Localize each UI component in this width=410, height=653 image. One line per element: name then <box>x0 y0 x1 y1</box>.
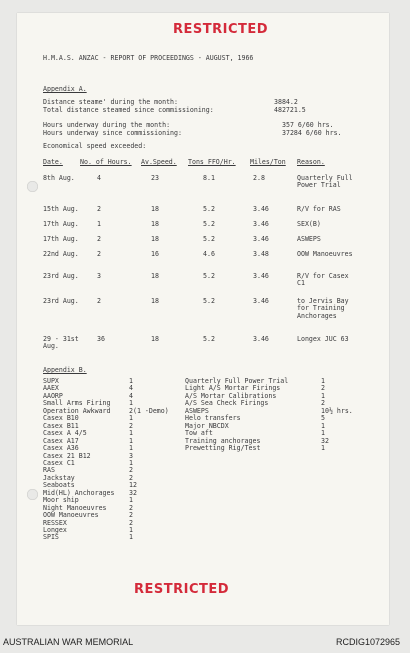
appendix-b-item-label: RESSEX <box>43 518 67 527</box>
table-header: Tons FFO/Hr. <box>188 158 236 166</box>
appendix-b-item-value: 1 <box>321 391 325 400</box>
appendix-b-heading: Appendix B. <box>43 366 87 374</box>
footer-source: AUSTRALIAN WAR MEMORIAL <box>3 637 134 647</box>
appendix-b-item-value: 12 <box>129 481 137 490</box>
appendix-b-item-value: 32 <box>129 488 137 497</box>
table-cell-tons: 5.2 <box>203 205 215 213</box>
appendix-b-item-label: Seaboats <box>43 481 75 490</box>
distance-label: Distance steame' during the month: <box>43 98 178 106</box>
appendix-b-item-value: 1 <box>129 436 133 445</box>
table-cell-reason: R/V for Casex C1 <box>297 272 349 288</box>
appendix-b-item-value: 3 <box>129 451 133 460</box>
table-cell-hours: 4 <box>97 174 101 182</box>
appendix-b-item-label: Training anchorages <box>185 436 261 445</box>
hours-label: Hours underway during the month: <box>43 121 171 129</box>
table-cell-hours: 2 <box>97 297 101 305</box>
table-cell-speed: 23 <box>151 174 159 182</box>
appendix-b-item-value: 1 <box>129 377 133 385</box>
appendix-b-item-value: 2 <box>129 518 133 527</box>
appendix-b-item-value: 2(1 -Demo) <box>129 406 169 415</box>
table-cell-hours: 2 <box>97 235 101 243</box>
appendix-b-item-label: Prewetting Rig/Test <box>185 444 261 453</box>
appendix-b-item-value: 2 <box>321 399 325 408</box>
table-cell-date: 17th Aug. <box>43 235 79 243</box>
table-cell-reason: Quarterly Full Power Trial <box>297 174 353 190</box>
distance-label: Total distance steamed since commissioning: <box>43 105 214 114</box>
punch-hole <box>27 489 38 500</box>
appendix-b-item-value: 2 <box>129 473 133 482</box>
appendix-b-item-label: Longex <box>43 526 67 534</box>
appendix-b-item-label: OOW Manoeuvres <box>43 511 99 520</box>
appendix-b-item-label: A/S Sea Check Firings <box>185 399 269 408</box>
appendix-b-item-value: 1 <box>321 421 325 430</box>
distance-value: 482721.5 <box>274 105 306 114</box>
table-cell-tons: 4.6 <box>203 250 215 258</box>
appendix-b-item-value: 10½ hrs. <box>321 406 353 415</box>
appendix-b-item-label: Light A/S Mortar Firings <box>185 384 281 393</box>
economical-note: Economical speed exceeded: <box>43 142 147 150</box>
appendix-b-item-label: Mid(HL) Anchorages <box>43 488 115 497</box>
appendix-b-item-label: Casex 21 B12 <box>43 451 91 460</box>
table-header: Date. <box>43 158 63 166</box>
appendix-b-item-label: RAS <box>43 466 55 475</box>
appendix-b-item-value: 1 <box>129 444 133 453</box>
table-cell-miles: 3.46 <box>253 272 269 280</box>
appendix-b-item-label: Small Arms Firing <box>43 399 111 408</box>
appendix-b-item-label: SUPX <box>43 377 59 385</box>
appendix-b-item-label: ASWEPS <box>185 406 209 415</box>
table-header: No. of Hours. <box>80 158 132 166</box>
table-cell-speed: 16 <box>151 250 159 258</box>
appendix-b-item-label: Jackstay <box>43 473 75 482</box>
table-cell-tons: 5.2 <box>203 220 215 228</box>
table-cell-speed: 18 <box>151 335 159 343</box>
hours-value: 357 6/60 hrs. <box>282 121 334 129</box>
table-cell-miles: 2.8 <box>253 174 265 182</box>
table-cell-hours: 1 <box>97 220 101 228</box>
appendix-b-item-value: 4 <box>129 384 133 393</box>
table-cell-hours: 36 <box>97 335 105 343</box>
appendix-b-item-value: 2 <box>321 384 325 393</box>
appendix-b-item-label: A/S Mortar Calibrations <box>185 391 277 400</box>
appendix-b-item-label: Quarterly Full Power Trial <box>185 377 289 385</box>
appendix-b-item-value: 2 <box>129 503 133 512</box>
table-cell-tons: 5.2 <box>203 235 215 243</box>
table-cell-tons: 5.2 <box>203 335 215 343</box>
footer-id: RCDIG1072965 <box>336 637 401 647</box>
restricted-stamp-bottom: RESTRICTED <box>134 582 230 597</box>
appendix-b-item-label: Casex A36 <box>43 444 79 453</box>
table-header: Reason. <box>297 158 325 166</box>
appendix-b-item-label: Operation Awkward <box>43 406 111 415</box>
table-cell-speed: 18 <box>151 297 159 305</box>
appendix-a-heading: Appendix A. <box>43 85 87 93</box>
appendix-b-item-value: 1 <box>129 399 133 408</box>
appendix-b-item-label: SPIS <box>43 533 59 542</box>
table-cell-hours: 2 <box>97 250 101 258</box>
appendix-b-item-label: AAORP <box>43 391 63 400</box>
table-cell-tons: 5.2 <box>203 272 215 280</box>
appendix-b-item-label: Tow aft <box>185 429 213 438</box>
table-cell-speed: 18 <box>151 272 159 280</box>
table-cell-speed: 18 <box>151 235 159 243</box>
appendix-b-item-label: Helo transfers <box>185 414 241 423</box>
table-cell-date: 23rd Aug. <box>43 272 79 280</box>
table-cell-date: 17th Aug. <box>43 220 79 228</box>
table-cell-miles: 3.46 <box>253 335 269 343</box>
table-cell-reason: Longex JUC 63 <box>297 335 349 343</box>
table-cell-miles: 3.46 <box>253 297 269 305</box>
table-cell-date: 29 - 31st Aug. <box>43 335 79 351</box>
appendix-b-item-value: 1 <box>129 496 133 505</box>
appendix-b-item-value: 1 <box>321 377 325 385</box>
hours-value: 37284 6/60 hrs. <box>282 128 342 137</box>
table-cell-miles: 3.48 <box>253 250 269 258</box>
appendix-b-item-value: 1 <box>129 526 133 534</box>
table-cell-tons: 8.1 <box>203 174 215 182</box>
table-cell-hours: 2 <box>97 205 101 213</box>
table-cell-speed: 18 <box>151 205 159 213</box>
appendix-b-item-label: Major NBCDX <box>185 421 229 430</box>
appendix-b-item-label: Casex A 4/5 <box>43 429 87 438</box>
document-page <box>17 13 389 625</box>
appendix-b-item-label: AAEX <box>43 384 59 393</box>
distance-value: 3884.2 <box>274 98 298 106</box>
appendix-b-item-value: 1 <box>321 429 325 438</box>
table-cell-date: 8th Aug. <box>43 174 75 182</box>
appendix-b-item-label: Casex A17 <box>43 436 79 445</box>
appendix-b-item-label: Night Manoeuvres <box>43 503 107 512</box>
table-header: Miles/Ton <box>250 158 286 166</box>
appendix-b-item-label: Casex B10 <box>43 414 79 423</box>
table-cell-reason: SEX(B) <box>297 220 321 228</box>
table-cell-reason: to Jervis Bay for Training Anchorages <box>297 297 349 320</box>
table-cell-miles: 3.46 <box>253 235 269 243</box>
table-cell-hours: 3 <box>97 272 101 280</box>
table-cell-reason: ASWEPS <box>297 235 321 243</box>
table-header: Av.Speed. <box>141 158 177 166</box>
appendix-b-item-value: 4 <box>129 391 133 400</box>
table-cell-speed: 18 <box>151 220 159 228</box>
punch-hole <box>27 181 38 192</box>
table-cell-miles: 3.46 <box>253 220 269 228</box>
table-cell-tons: 5.2 <box>203 297 215 305</box>
restricted-stamp-top: RESTRICTED <box>173 22 269 37</box>
table-cell-date: 23rd Aug. <box>43 297 79 305</box>
table-cell-miles: 3.46 <box>253 205 269 213</box>
table-cell-date: 15th Aug. <box>43 205 79 213</box>
appendix-b-item-value: 32 <box>321 436 329 445</box>
appendix-b-item-value: 1 <box>129 429 133 438</box>
appendix-b-item-value: 1 <box>129 458 133 467</box>
appendix-b-item-value: 2 <box>129 511 133 520</box>
hours-label: Hours underway since commissioning: <box>43 128 182 137</box>
appendix-b-item-value: 1 <box>129 533 133 542</box>
appendix-b-item-value: 1 <box>321 444 325 453</box>
appendix-b-item-value: 1 <box>129 414 133 423</box>
appendix-b-item-label: Casex C1 <box>43 458 75 467</box>
appendix-b-item-label: Moor ship <box>43 496 79 505</box>
appendix-b-item-value: 2 <box>129 466 133 475</box>
appendix-b-item-value: 5 <box>321 414 325 423</box>
appendix-b-item-label: Casex B11 <box>43 421 79 430</box>
table-cell-reason: R/V for RAS <box>297 205 341 213</box>
table-cell-date: 22nd Aug. <box>43 250 79 258</box>
appendix-b-item-value: 2 <box>129 421 133 430</box>
report-title: H.M.A.S. ANZAC - REPORT OF PROCEEDINGS - AUGUST, 1966 <box>43 54 254 62</box>
table-cell-reason: OOW Manoeuvres <box>297 250 353 258</box>
